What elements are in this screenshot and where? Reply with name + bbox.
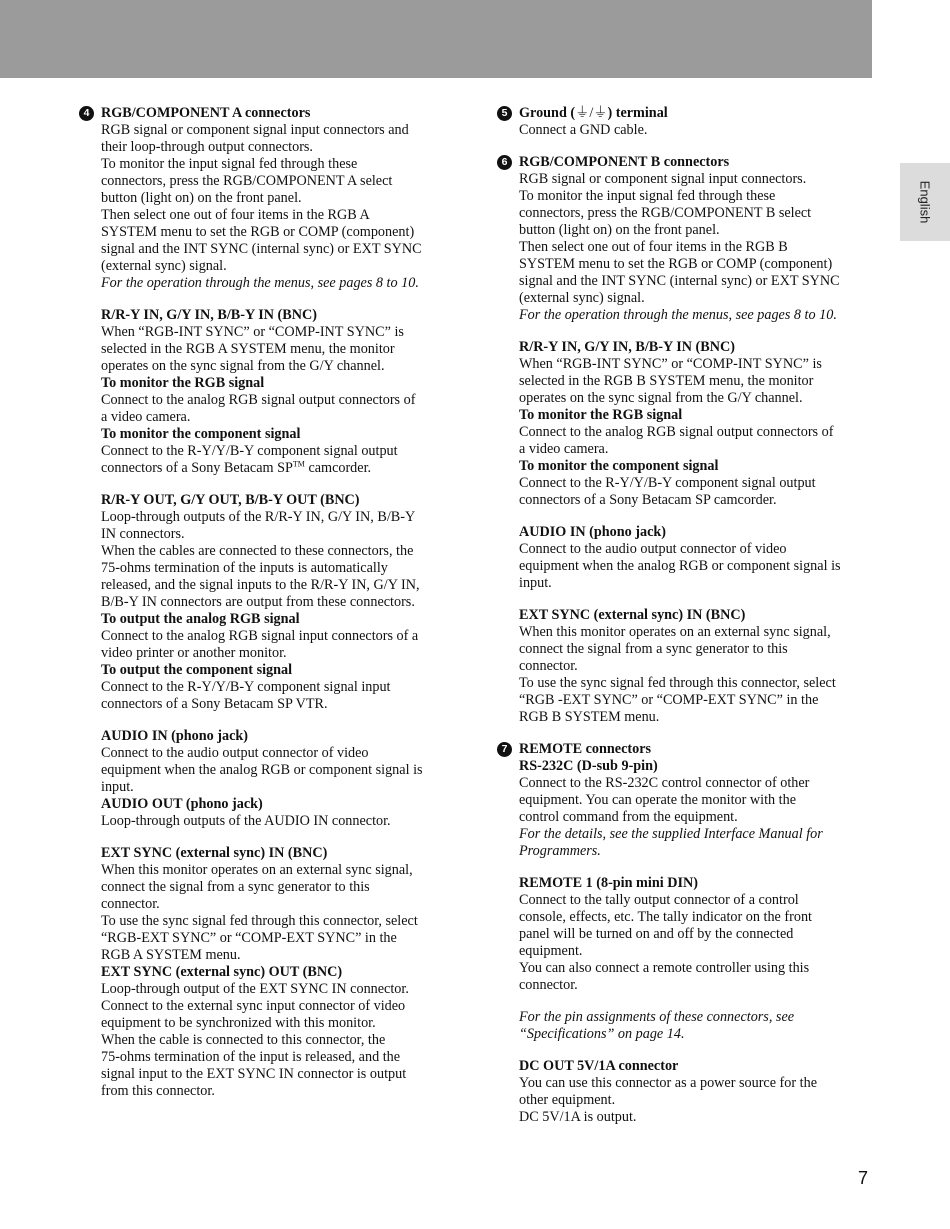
page-number: 7 [858, 1168, 869, 1188]
text-line: You can also connect a remote controller using this [519, 960, 810, 976]
section-number-badge: 4 [79, 106, 94, 121]
text-line: DC 5V/1A is output. [519, 1109, 637, 1125]
text-line [101, 460, 461, 477]
text-line: RGB signal or component signal input connectors and [101, 122, 409, 138]
section-title: REMOTE connectors [519, 741, 652, 757]
section-number-badge: 6 [497, 155, 512, 170]
text-line: connector. [101, 896, 160, 912]
subsection-title: EXT SYNC (external sync) IN (BNC) [519, 607, 746, 623]
text-line: When this monitor operates on an external sync signal, [101, 862, 413, 878]
text-line: control command from the equipment. [519, 809, 738, 825]
ground-symbol-icon: ⏚/⏚ [575, 105, 608, 121]
section-remote-1 [519, 875, 879, 1043]
text-line: Loop-through outputs of the R/R-Y IN, G/Y IN, B/B-Y [101, 509, 416, 525]
text-line: RGB A SYSTEM menu. [101, 947, 241, 963]
text-line: Connect to the analog RGB signal output connectors of [519, 424, 834, 440]
note-text: For the operation through the menus, see pages 8 to 10. [519, 307, 837, 323]
text-line: connector. [519, 658, 578, 674]
text-line: To use the sync signal fed through this connector, select [519, 675, 836, 691]
text-line: Connect to the tally output connector of a control [519, 892, 799, 908]
section-dc-out [519, 1058, 879, 1126]
text-line: Connect to the R-Y/Y/B-Y component signal input [101, 679, 391, 695]
section-number-badge: 7 [497, 742, 512, 757]
text-line: a video camera. [519, 441, 609, 457]
section-rgb-in-b [519, 339, 879, 509]
text-line: RGB B SYSTEM menu. [519, 709, 660, 725]
text-line: Connect to the RS-232C control connector of other [519, 775, 810, 791]
subsection-title: EXT SYNC (external sync) OUT (BNC) [101, 964, 343, 980]
text-line: signal and the INT SYNC (internal sync) or EXT SYNC [101, 241, 422, 257]
text-line: equipment. You can operate the monitor with the [519, 792, 796, 808]
text-line: When the cables are connected to these connectors, the [101, 543, 414, 559]
section-rgb-out-a [101, 492, 461, 713]
left-column [83, 105, 461, 1100]
text-line: other equipment. [519, 1092, 616, 1108]
text-line: connectors of a Sony Betacam SP camcorder. [519, 492, 777, 508]
text-line: equipment to be synchronized with this monitor. [101, 1015, 376, 1031]
text-line: button (light on) on the front panel. [519, 222, 720, 238]
text-line: 75-ohms termination of the input is released, and the [101, 1049, 401, 1065]
text-line: When the cable is connected to this connector, the [101, 1032, 386, 1048]
subsection-title: AUDIO IN (phono jack) [519, 524, 667, 540]
section-title: Ground ( [519, 105, 576, 121]
header-band [0, 0, 872, 78]
subsection-title: AUDIO OUT (phono jack) [101, 796, 263, 812]
text-line: equipment when the analog RGB or component signal is [519, 558, 841, 574]
text-line: connectors, press the RGB/COMPONENT B select [519, 205, 812, 221]
text-line: signal input to the EXT SYNC IN connector is output [101, 1066, 407, 1082]
subsection-title: DC OUT 5V/1A connector [519, 1058, 679, 1074]
text-line: RGB signal or component signal input connectors. [519, 171, 807, 187]
text-fragment: connectors of a Sony Betacam SP [101, 460, 293, 476]
text-line: When this monitor operates on an external sync signal, [519, 624, 831, 640]
note-text: Programmers. [519, 843, 601, 859]
section-rgb-component-a [83, 105, 461, 292]
subsection-title: EXT SYNC (external sync) IN (BNC) [101, 845, 328, 861]
subsection-title: REMOTE 1 (8-pin mini DIN) [519, 875, 698, 891]
section-title: RGB/COMPONENT B connectors [519, 154, 730, 170]
text-line: connect the signal from a sync generator to this [101, 879, 370, 895]
section-rgb-in-a [101, 307, 461, 477]
text-line: Connect to the analog RGB signal input connectors of a [101, 628, 419, 644]
subsection-title: RS-232C (D-sub 9-pin) [519, 758, 658, 774]
text-line: input. [101, 779, 134, 795]
note-text: For the pin assignments of these connectors, see [519, 1009, 795, 1025]
text-line: button (light on) on the front panel. [101, 190, 302, 206]
subsection-title: R/R-Y IN, G/Y IN, B/B-Y IN (BNC) [101, 307, 317, 323]
section-audio-b [519, 524, 879, 592]
subsection-title: R/R-Y IN, G/Y IN, B/B-Y IN (BNC) [519, 339, 735, 355]
text-line: Connect to the analog RGB signal output connectors of [101, 392, 416, 408]
section-heading [501, 154, 879, 171]
text-line: B/B-Y IN connectors are output from these connectors. [101, 594, 415, 610]
subsection-title: AUDIO IN (phono jack) [101, 728, 249, 744]
text-line: video printer or another monitor. [101, 645, 287, 661]
text-line: connectors, press the RGB/COMPONENT A select [101, 173, 393, 189]
text-line: When “RGB-INT SYNC” or “COMP-INT SYNC” is [101, 324, 404, 340]
text-line: Connect to the R-Y/Y/B-Y component signal output [519, 475, 816, 491]
text-line: selected in the RGB A SYSTEM menu, the monitor [101, 341, 395, 357]
text-line: (external sync) signal. [101, 258, 227, 274]
note-text: For the operation through the menus, see pages 8 to 10. [101, 275, 419, 291]
text-line: their loop-through output connectors. [101, 139, 313, 155]
section-heading [501, 741, 879, 758]
text-line: (external sync) signal. [519, 290, 645, 306]
text-line: To monitor the input signal fed through these [519, 188, 776, 204]
text-line: When “RGB-INT SYNC” or “COMP-INT SYNC” is [519, 356, 822, 372]
section-ext-sync-b [519, 607, 879, 726]
text-line: Connect to the external sync input connector of video [101, 998, 406, 1014]
text-fragment: camcorder. [304, 460, 372, 476]
subsection-title: To output the analog RGB signal [101, 611, 300, 627]
section-ground-terminal [501, 105, 879, 139]
section-title: ) terminal [607, 105, 668, 121]
text-line: Loop-through output of the EXT SYNC IN connector. [101, 981, 409, 997]
section-rgb-component-b [501, 154, 879, 324]
text-line: 75-ohms termination of the inputs is automatically [101, 560, 388, 576]
section-number-badge: 5 [497, 106, 512, 121]
text-line: equipment when the analog RGB or component signal is [101, 762, 423, 778]
trademark-mark: TM [292, 459, 305, 469]
subsection-title: R/R-Y OUT, G/Y OUT, B/B-Y OUT (BNC) [101, 492, 360, 508]
section-remote-connectors [501, 741, 879, 860]
text-line: To use the sync signal fed through this connector, select [101, 913, 418, 929]
language-tab [900, 163, 950, 241]
section-heading [83, 105, 461, 122]
text-line: Loop-through outputs of the AUDIO IN connector. [101, 813, 391, 829]
subsection-title: To output the component signal [101, 662, 293, 678]
right-column [501, 105, 879, 1126]
text-line: equipment. [519, 943, 583, 959]
language-tab-label: English [917, 180, 933, 224]
text-line: To monitor the input signal fed through these [101, 156, 358, 172]
subsection-title: To monitor the RGB signal [101, 375, 265, 391]
section-ext-sync-a [101, 845, 461, 1100]
text-line: a video camera. [101, 409, 191, 425]
text-line: signal and the INT SYNC (internal sync) or EXT SYNC [519, 273, 840, 289]
section-title: RGB/COMPONENT A connectors [101, 105, 311, 121]
text-line: released, and the signal inputs to the R/R-Y IN, G/Y IN, [101, 577, 420, 593]
text-line: SYSTEM menu to set the RGB or COMP (component) [101, 224, 415, 240]
text-line: connector. [519, 977, 578, 993]
text-line: “RGB -EXT SYNC” or “COMP-EXT SYNC” in the [519, 692, 819, 708]
note-text: For the details, see the supplied Interface Manual for [519, 826, 823, 842]
text-line: panel will be turned on and off by the connected [519, 926, 794, 942]
text-line: from this connector. [101, 1083, 215, 1099]
section-heading [501, 105, 879, 122]
text-line: operates on the sync signal from the G/Y channel. [519, 390, 803, 406]
section-audio-a [101, 728, 461, 830]
text-line: Connect to the audio output connector of video [101, 745, 369, 761]
text-line: connect the signal from a sync generator to this [519, 641, 788, 657]
text-line: You can use this connector as a power source for the [519, 1075, 817, 1091]
text-line: IN connectors. [101, 526, 185, 542]
subsection-title: To monitor the RGB signal [519, 407, 683, 423]
text-line: Connect a GND cable. [519, 122, 648, 138]
text-line: SYSTEM menu to set the RGB or COMP (component) [519, 256, 833, 272]
text-line: Then select one out of four items in the RGB A [101, 207, 370, 223]
text-line: Connect to the R-Y/Y/B-Y component signal output [101, 443, 398, 459]
text-line: Then select one out of four items in the RGB B [519, 239, 788, 255]
text-line: connectors of a Sony Betacam SP VTR. [101, 696, 328, 712]
text-line: input. [519, 575, 552, 591]
subsection-title: To monitor the component signal [101, 426, 301, 442]
subsection-title: To monitor the component signal [519, 458, 719, 474]
text-line: “RGB-EXT SYNC” or “COMP-EXT SYNC” in the [101, 930, 397, 946]
text-line: Connect to the audio output connector of video [519, 541, 787, 557]
text-line: selected in the RGB B SYSTEM menu, the monitor [519, 373, 814, 389]
note-text: “Specifications” on page 14. [519, 1026, 685, 1042]
text-line: operates on the sync signal from the G/Y channel. [101, 358, 385, 374]
text-line: console, effects, etc. The tally indicator on the front [519, 909, 812, 925]
